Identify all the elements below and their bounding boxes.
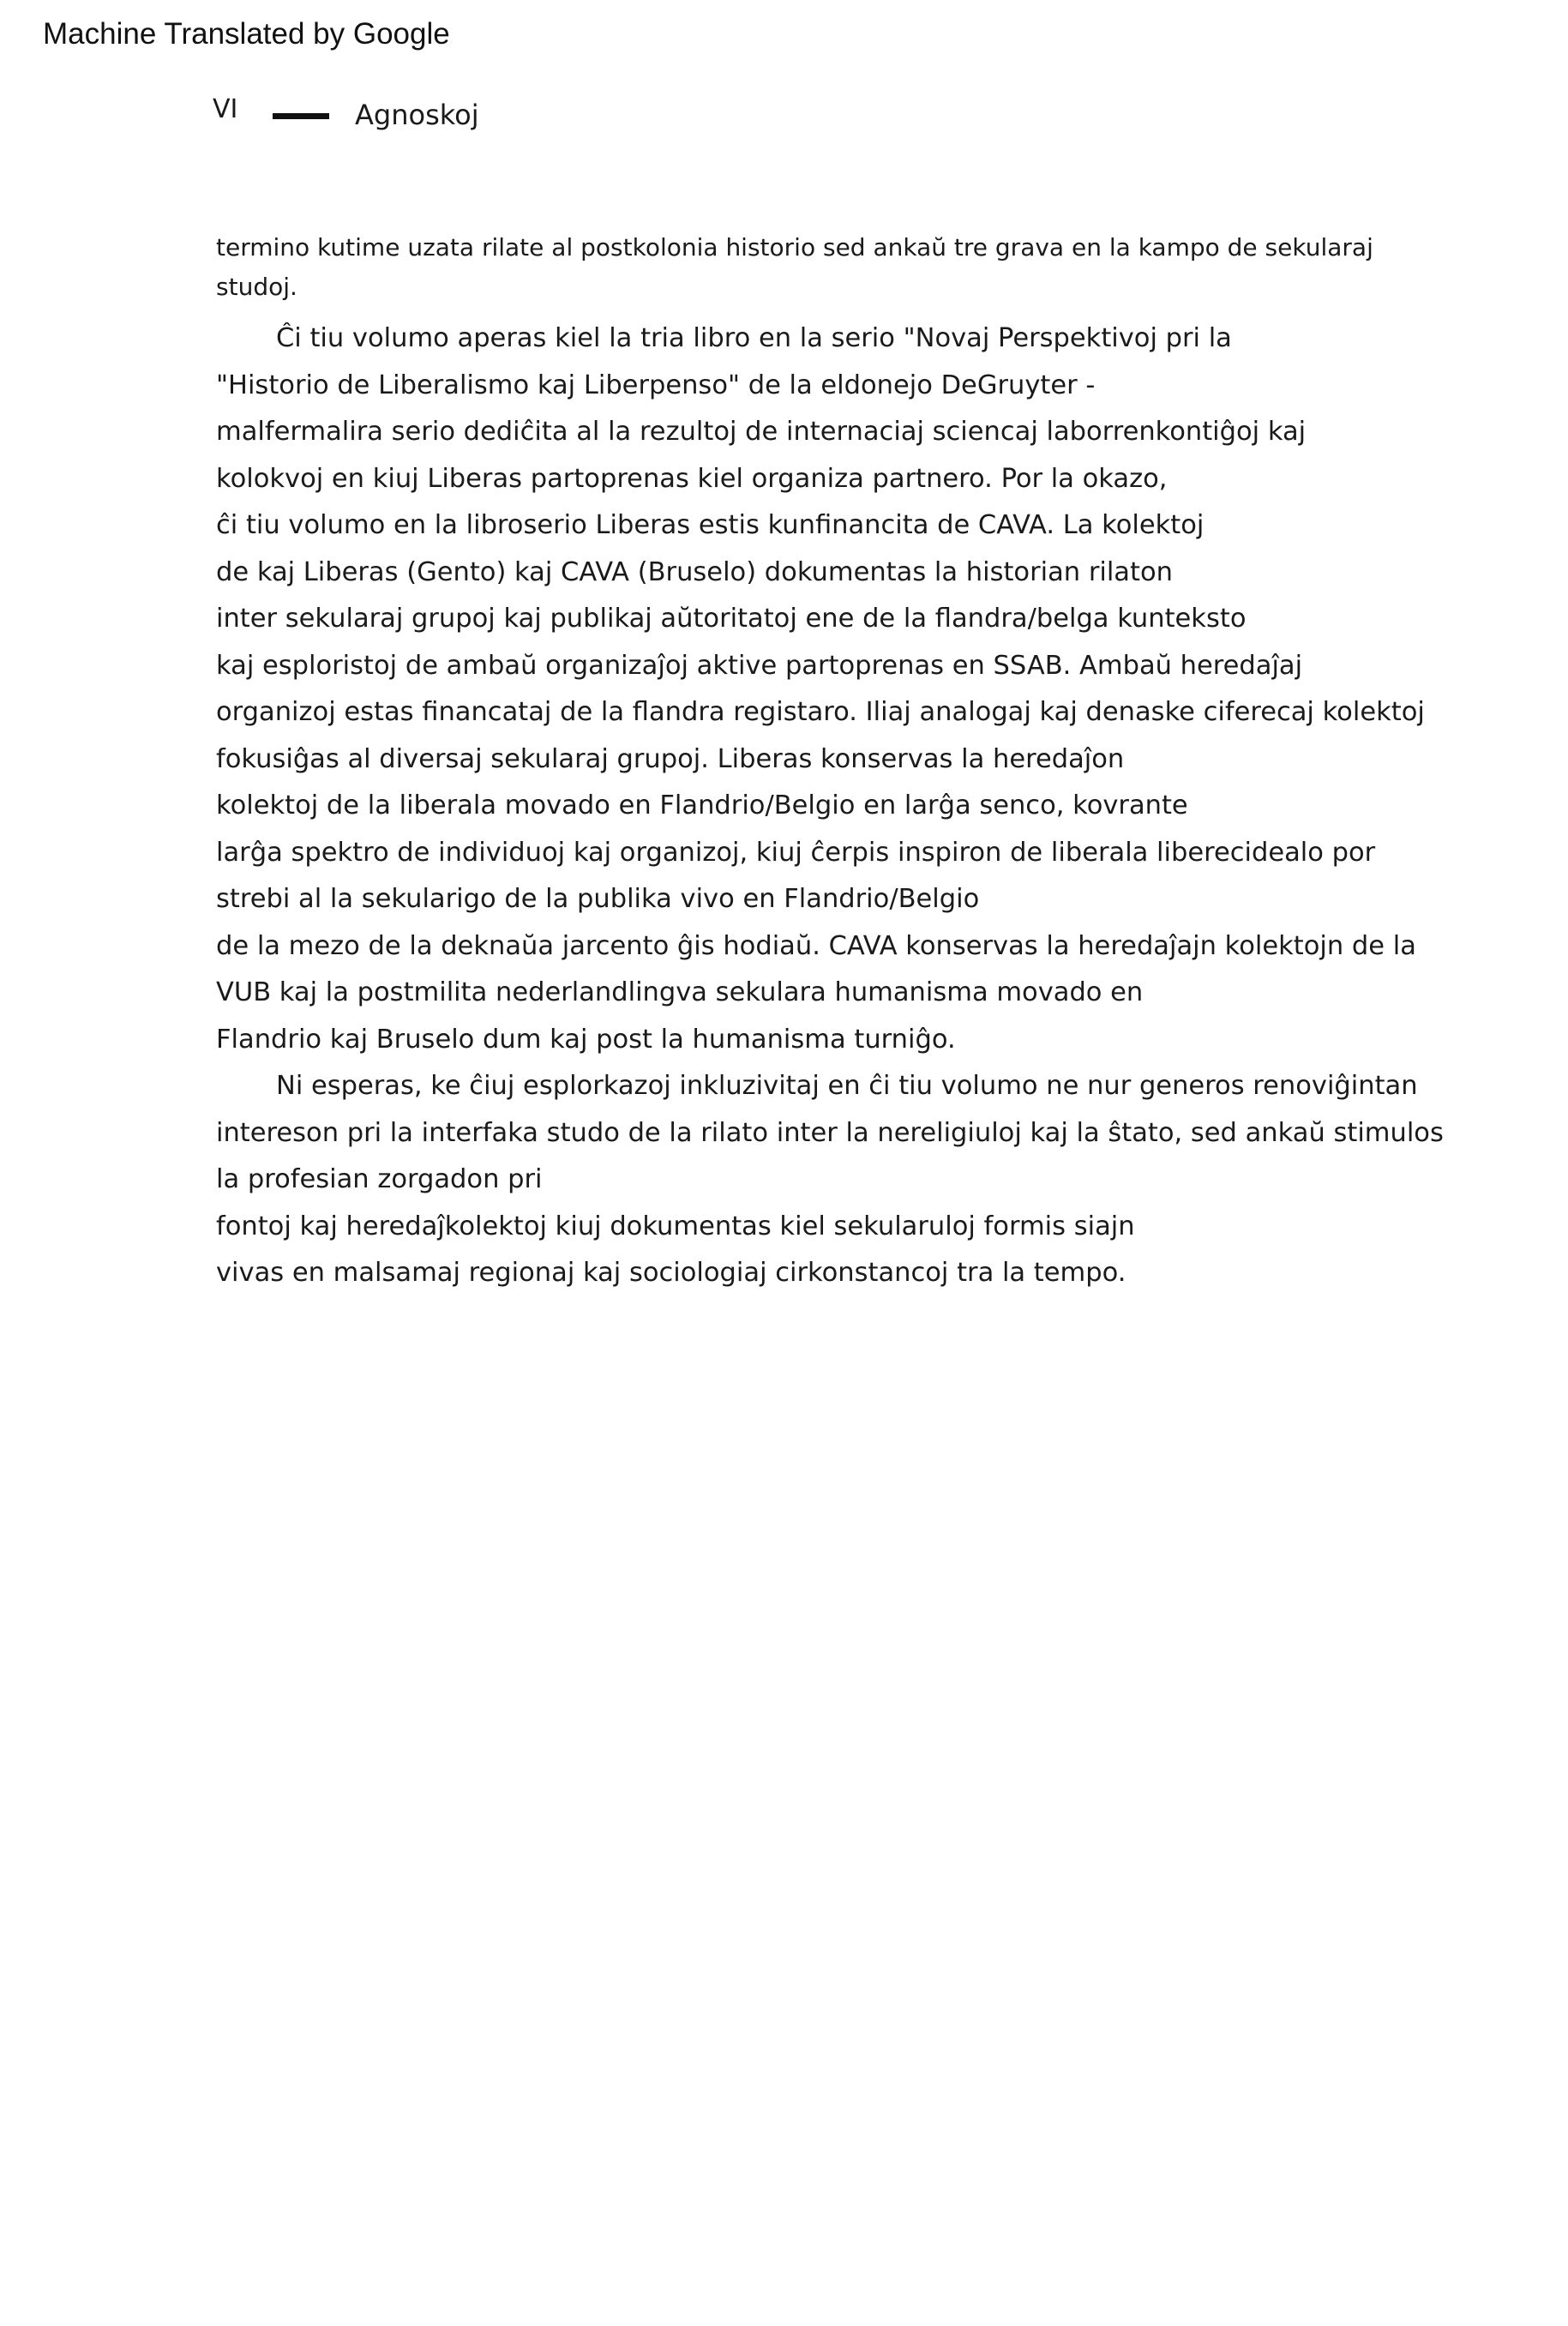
header-rule bbox=[273, 113, 329, 119]
text-line: strebi al la sekularigo de la publika vivo en Flandrio/Belgio bbox=[216, 884, 980, 914]
text-line: Ni esperas, ke ĉiuj esplorkazoj inkluzivitaj en ĉi tiu volumo ne nur generos renoviĝintan bbox=[276, 1071, 1418, 1101]
text-line: de la mezo de la deknaŭa jarcento ĝis hodiaŭ. CAVA konservas la heredaĵajn kolektojn de la bbox=[216, 930, 1416, 961]
page-number: VI bbox=[213, 94, 238, 124]
text-line: intereson pri la interfaka studo de la rilato inter la nereligiuloj kaj la ŝtato, sed ankaŭ stimulos bbox=[216, 1117, 1444, 1148]
text-line: vivas en malsamaj regionaj kaj sociologiaj cirkonstancoj tra la tempo. bbox=[216, 1258, 1126, 1288]
carry-over-paragraph bbox=[216, 228, 1416, 307]
text-line: fokusiĝas al diversaj sekularaj grupoj. Liberas konservas la heredaĵon bbox=[216, 743, 1125, 774]
text-line: "Historio de Liberalismo kaj Liberpenso" de la eldonejo DeGruyter - bbox=[216, 370, 1096, 400]
text-line: kolektoj de la liberala movado en Flandrio/Belgio en larĝa senco, kovrante bbox=[216, 790, 1188, 820]
text-line: inter sekularaj grupoj kaj publikaj aŭtoritatoj ene de la flandra/belga kunteksto bbox=[216, 604, 1247, 634]
text-line: Flandrio kaj Bruselo dum kaj post la humanisma turniĝo. bbox=[216, 1024, 956, 1055]
text-line: termino kutime uzata rilate al postkolonia historio sed ankaŭ tre grava en la kampo de sekularaj bbox=[216, 233, 1373, 261]
running-head: Agnoskoj bbox=[355, 99, 479, 131]
text-line: ĉi tiu volumo en la libroserio Liberas estis kunfinancita de CAVA. La kolektoj bbox=[216, 510, 1205, 540]
text-line: organizoj estas financataj de la flandra registaro. Iliaj analogaj kaj denaske ciferecaj kolektoj bbox=[216, 697, 1425, 727]
text-line: fontoj kaj heredaĵkolektoj kiuj dokumentas kiel sekularuloj formis siajn bbox=[216, 1211, 1135, 1241]
paragraph-series-info bbox=[216, 316, 1425, 1063]
paragraph-closing-hope bbox=[216, 1063, 1444, 1297]
body-text bbox=[216, 228, 1444, 1297]
text-line: malfermalira serio dediĉita al la rezultoj de internaciaj sciencaj laborrenkontiĝoj kaj bbox=[216, 417, 1307, 447]
text-line: kaj esploristoj de ambaŭ organizaĵoj aktive partoprenas en SSAB. Ambaŭ heredaĵaj bbox=[216, 650, 1303, 681]
text-line: la profesian zorgadon pri bbox=[216, 1164, 543, 1194]
text-line: studoj. bbox=[216, 273, 297, 301]
text-line: VUB kaj la postmilita nederlandlingva sekulara humanisma movado en bbox=[216, 977, 1144, 1007]
text-line: Ĉi tiu volumo aperas kiel la tria libro en la serio "Novaj Perspektivoj pri la bbox=[276, 323, 1232, 353]
machine-translation-banner: Machine Translated by Google bbox=[43, 17, 450, 51]
text-line: larĝa spektro de individuoj kaj organizoj, kiuj ĉerpis inspiron de liberala liberecidealo por bbox=[216, 837, 1376, 868]
text-line: de kaj Liberas (Gento) kaj CAVA (Bruselo) dokumentas la historian rilaton bbox=[216, 556, 1173, 587]
text-line: kolokvoj en kiuj Liberas partoprenas kiel organiza partnero. Por la okazo, bbox=[216, 463, 1168, 494]
